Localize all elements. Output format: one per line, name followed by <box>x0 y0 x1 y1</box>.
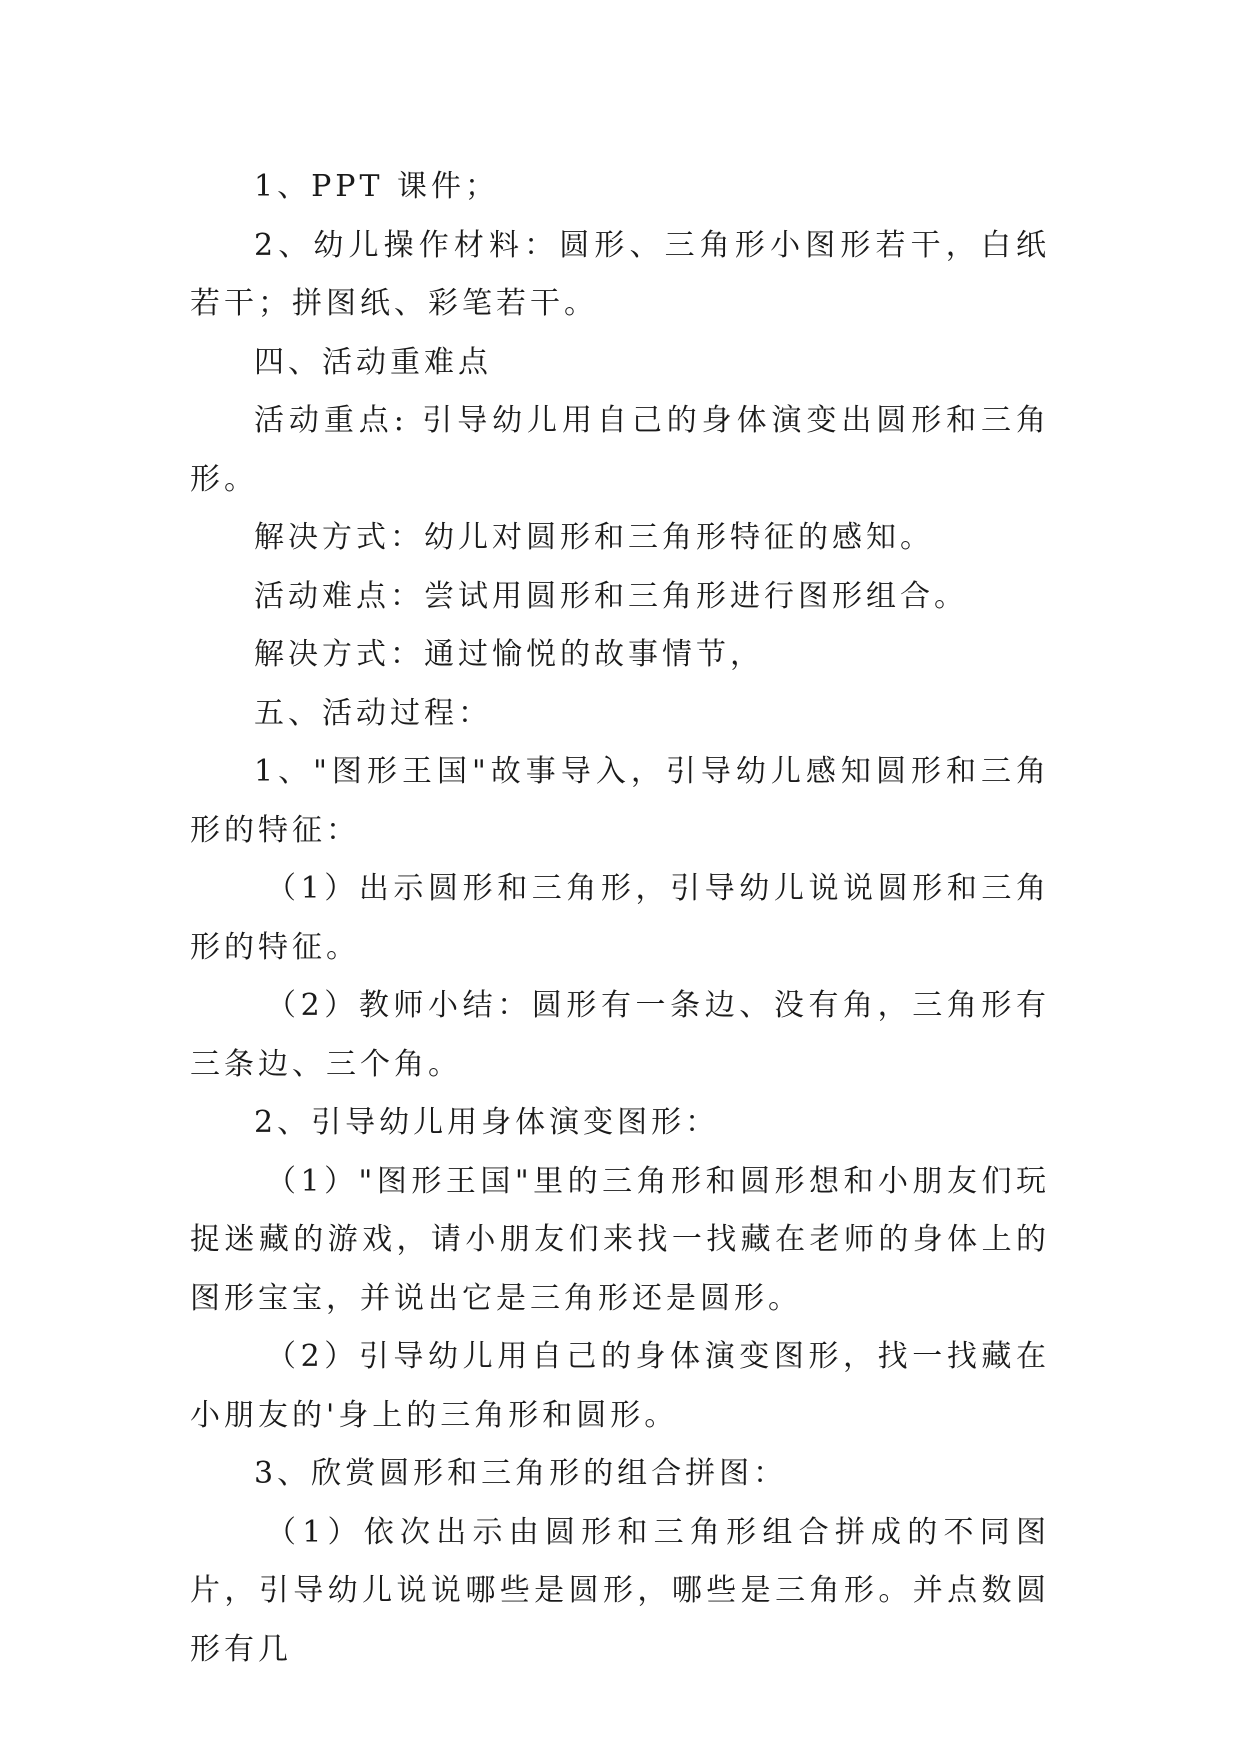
paragraph-step-1-sub-1: （1）出示圆形和三角形，引导幼儿说说圆形和三角形的特征。 <box>190 871 1050 965</box>
paragraph-step-3-sub-1: （1）依次出示由圆形和三角形组合拼成的不同图片，引导幼儿说说哪些是圆形，哪些是三角形。并点数圆形有几 <box>190 1514 1050 1667</box>
paragraph-step-3: 3、欣赏圆形和三角形的组合拼图： <box>254 1456 788 1491</box>
paragraph-step-1: 1、"图形王国"故事导入，引导幼儿感知圆形和三角形的特征： <box>190 754 1050 848</box>
document-body <box>190 158 1050 1679</box>
paragraph-material-ppt: 1、PPT 课件； <box>254 169 500 204</box>
paragraph-solution-1: 解决方式：幼儿对圆形和三角形特征的感知。 <box>254 520 934 555</box>
paragraph-step-1-sub-2: （2）教师小结：圆形有一条边、没有角，三角形有三条边、三个角。 <box>190 988 1050 1082</box>
section-heading-process: 五、活动过程： <box>254 695 492 731</box>
paragraph-solution-2: 解决方式：通过愉悦的故事情节， <box>254 637 764 672</box>
section-heading-key-points: 四、活动重难点 <box>254 344 492 380</box>
paragraph-step-2-sub-2: （2）引导幼儿用自己的身体演变图形，找一找藏在小朋友的'身上的三角形和圆形。 <box>190 1339 1050 1433</box>
paragraph-material-children: 2、幼儿操作材料：圆形、三角形小图形若干，白纸若干；拼图纸、彩笔若干。 <box>190 227 1050 321</box>
paragraph-step-2: 2、引导幼儿用身体演变图形： <box>254 1105 720 1140</box>
paragraph-key-point: 活动重点: 引导幼儿用自己的身体演变出圆形和三角形。 <box>190 403 1050 497</box>
paragraph-difficulty: 活动难点：尝试用圆形和三角形进行图形组合。 <box>254 578 968 614</box>
paragraph-step-2-sub-1: （1）"图形王国"里的三角形和圆形想和小朋友们玩捉迷藏的游戏，请小朋友们来找一找藏在老师的身体上的图形宝宝，并说出它是三角形还是圆形。 <box>190 1163 1050 1316</box>
